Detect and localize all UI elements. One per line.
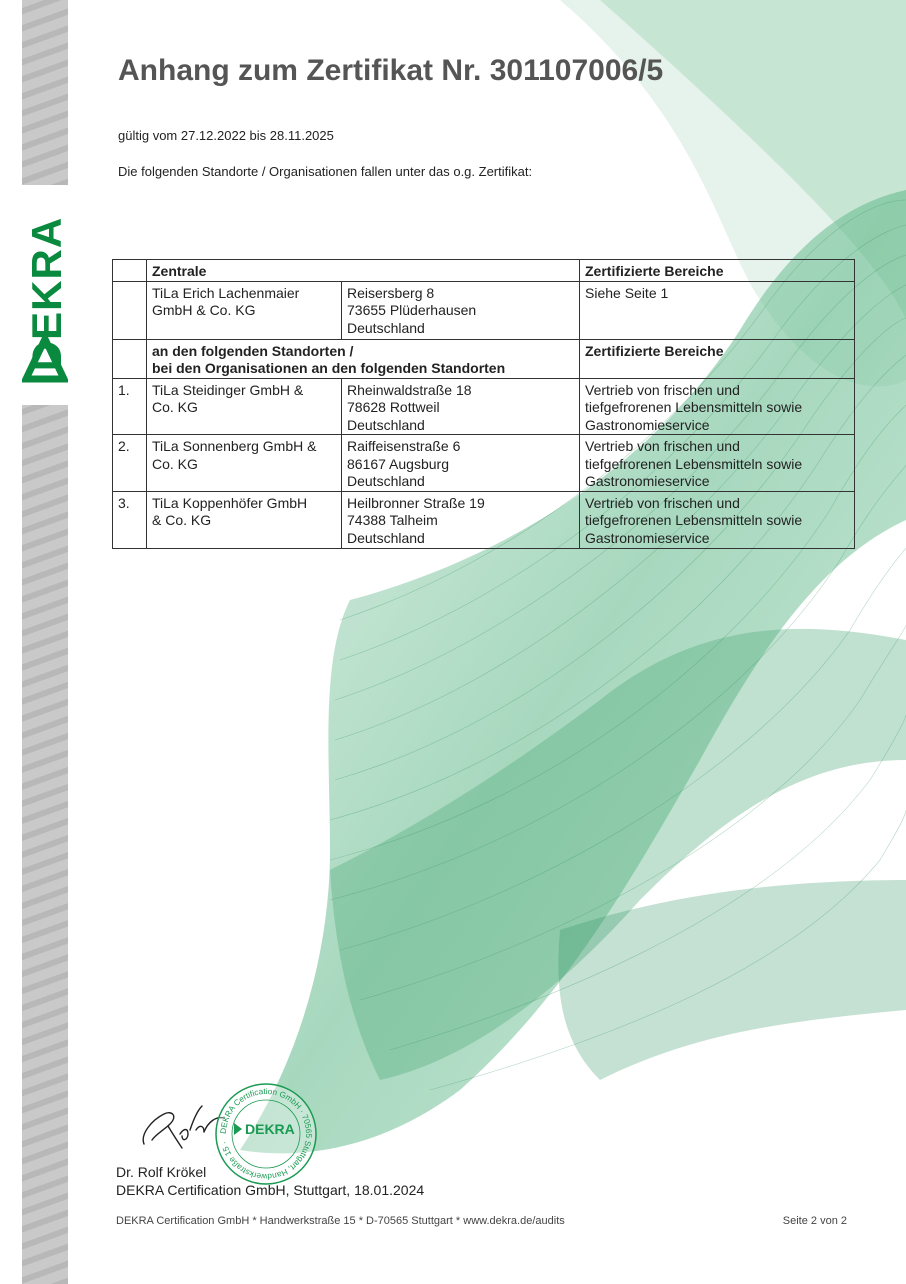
area-line3: Gastronomieservice (585, 416, 710, 433)
org-name-line2: & Co. KG (152, 512, 212, 528)
row-address (342, 435, 580, 492)
intro-text: Die folgenden Standorte / Organisationen fallen unter das o.g. Zertifikat: (118, 164, 533, 179)
subheader-text (147, 339, 580, 378)
central-name-line1: TiLa Erich Lachenmaier (152, 284, 300, 301)
addr-line2: 78628 Rottweil (347, 399, 440, 415)
central-row (113, 281, 855, 339)
dekra-triangle-icon (22, 335, 68, 385)
org-name-line1: TiLa Sonnenberg GmbH & (152, 438, 317, 454)
row-org-name (147, 378, 342, 435)
area-line1: Vertrieb von frischen und (585, 438, 740, 454)
area-line2: tiefgefrorenen Lebensmitteln sowie (585, 399, 803, 415)
addr-line3: Deutschland (347, 416, 425, 433)
strip-pattern-top (22, 0, 68, 185)
header-num-cell (113, 260, 147, 282)
row-org-name (147, 435, 342, 492)
central-address (342, 281, 580, 339)
table-header-row (113, 260, 855, 282)
table-row (113, 378, 855, 435)
central-area: Siehe Seite 1 (580, 281, 855, 339)
locations-table (112, 259, 855, 549)
area-line3: Gastronomieservice (585, 473, 710, 489)
row-number: 3. (113, 491, 147, 549)
validity-text: gültig vom 27.12.2022 bis 28.11.2025 (118, 128, 334, 143)
area-line1: Vertrieb von frischen und (585, 494, 740, 511)
addr-line3: Deutschland (347, 473, 425, 489)
subheader-line2: bei den Organisationen an den folgenden Standorten (152, 360, 506, 376)
row-area (580, 378, 855, 435)
addr-line3: Deutschland (347, 529, 425, 546)
area-line3: Gastronomieservice (585, 529, 710, 546)
row-area (580, 435, 855, 492)
stamp-ring-text: DEKRA Certification GmbH · 70565 Stuttgart, Handwerkstraße 15 · (218, 1086, 314, 1182)
row-address (342, 378, 580, 435)
subheader-areas: Zertifizierte Bereiche (580, 339, 855, 378)
addr-line2: 74388 Talheim (347, 512, 438, 528)
signer-name: Dr. Rolf Krökel (116, 1164, 207, 1180)
central-num-cell (113, 281, 147, 339)
page-number: Seite 2 von 2 (782, 1215, 847, 1227)
dekra-side-strip (22, 0, 71, 1284)
addr-line1: Heilbronner Straße 19 (347, 494, 485, 511)
central-addr-line1: Reisersberg 8 (347, 284, 435, 301)
header-areas: Zertifizierte Bereiche (580, 260, 855, 282)
central-name-line2: GmbH & Co. KG (152, 302, 256, 318)
footer-address: DEKRA Certification GmbH * Handwerkstraße 15 * D-70565 Stuttgart * www.dekra.de/audits (116, 1215, 565, 1227)
subheader-row (113, 339, 855, 378)
header-central: Zentrale (147, 260, 580, 282)
page-title: Anhang zum Zertifikat Nr. 301107006/5 (118, 54, 664, 87)
strip-pattern-bottom (22, 405, 68, 1284)
row-number: 2. (113, 435, 147, 492)
stamp-logo-text: DEKRA (245, 1121, 295, 1137)
row-number: 1. (113, 378, 147, 435)
signer-org: DEKRA Certification GmbH, Stuttgart, 18.01.2024 (116, 1182, 425, 1198)
row-org-name (147, 491, 342, 549)
table-row (113, 491, 855, 549)
area-line1: Vertrieb von frischen und (585, 381, 740, 398)
table-row (113, 435, 855, 492)
area-line2: tiefgefrorenen Lebensmitteln sowie (585, 455, 803, 472)
central-addr-line3: Deutschland (347, 319, 425, 336)
row-area (580, 491, 855, 549)
org-name-line1: TiLa Koppenhöfer GmbH (152, 494, 308, 511)
dekra-vertical-logo (22, 185, 71, 405)
org-name-line2: Co. KG (152, 399, 198, 415)
addr-line1: Raiffeisenstraße 6 (347, 438, 461, 454)
signer-block (116, 1163, 424, 1199)
row-address (342, 491, 580, 549)
subheader-line1: an den folgenden Standorten / (152, 342, 354, 359)
area-line2: tiefgefrorenen Lebensmitteln sowie (585, 512, 803, 528)
addr-line2: 86167 Augsburg (347, 455, 449, 472)
central-addr-line2: 73655 Plüderhausen (347, 302, 477, 318)
org-name-line1: TiLa Steidinger GmbH & (152, 381, 304, 398)
org-name-line2: Co. KG (152, 455, 198, 472)
central-name (147, 281, 342, 339)
dekra-logo-text: DEKRA (23, 216, 71, 372)
addr-line1: Rheinwaldstraße 18 (347, 381, 472, 398)
subheader-num-cell (113, 339, 147, 378)
